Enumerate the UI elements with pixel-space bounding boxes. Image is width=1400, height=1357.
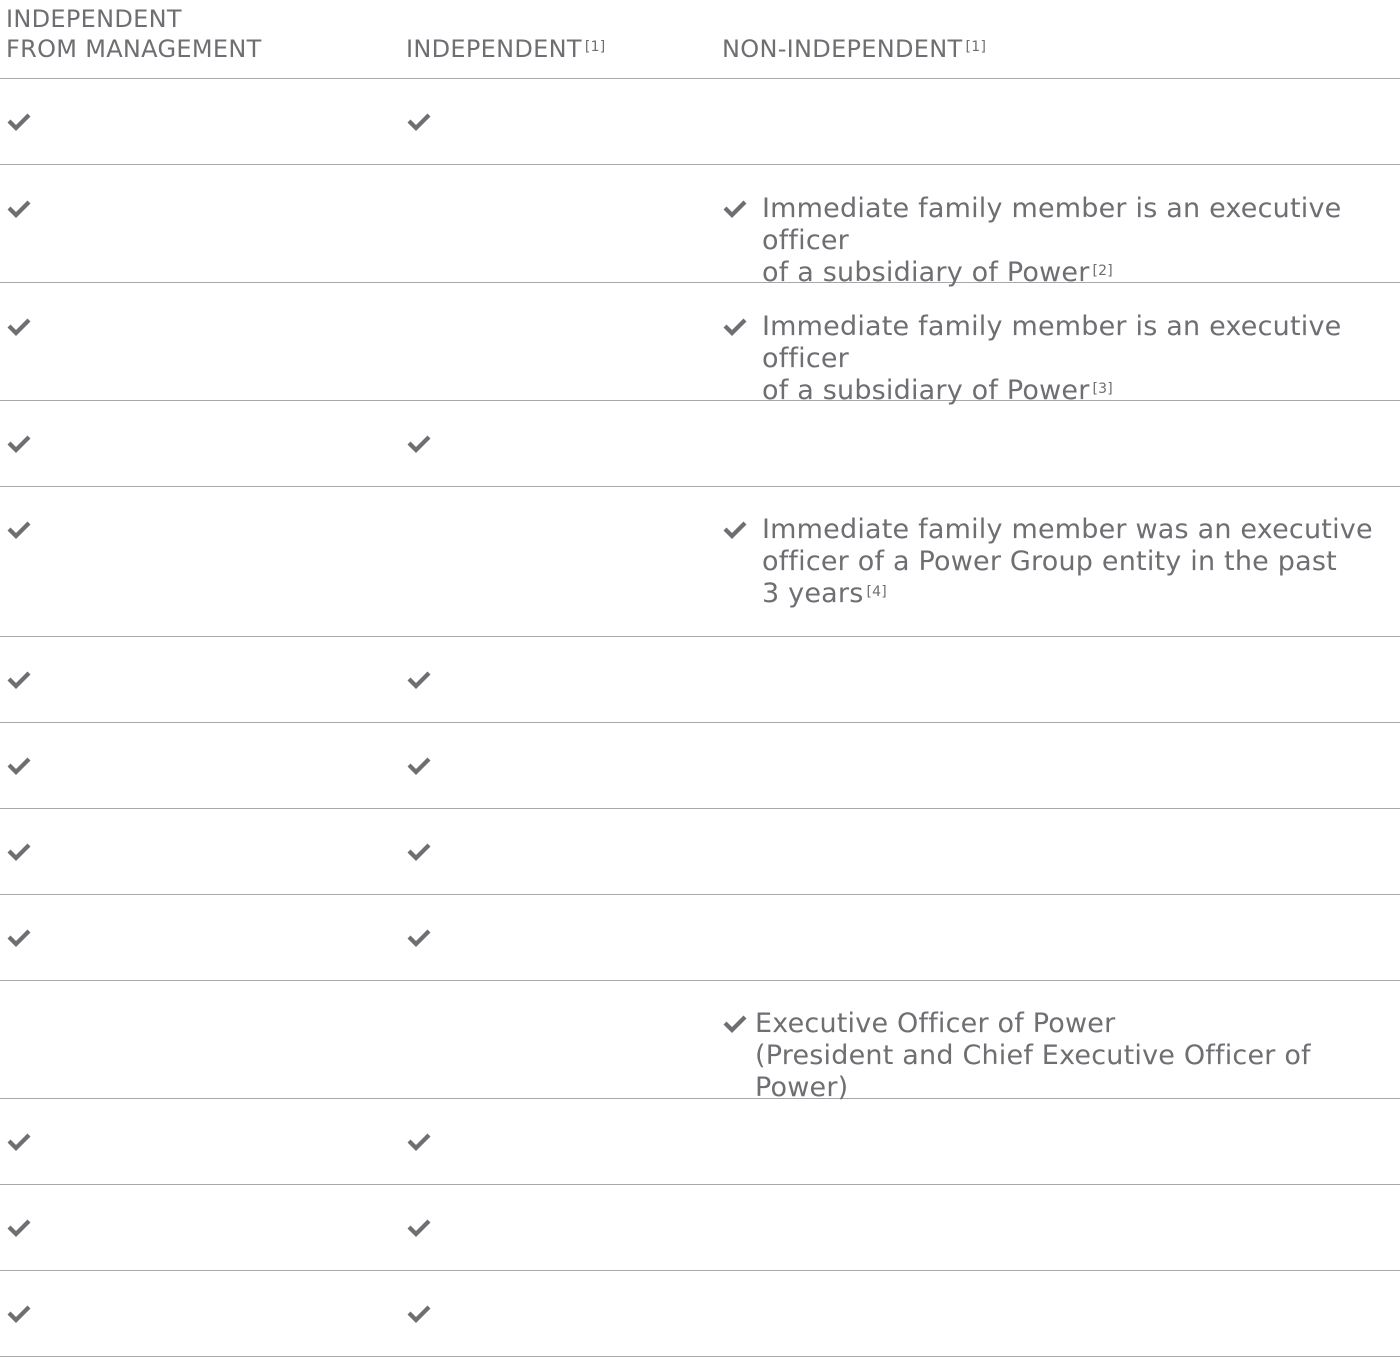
table-header [0, 0, 1400, 79]
check-icon [6, 755, 32, 777]
note-text: 3 years [762, 578, 864, 609]
header-independent [406, 34, 606, 64]
check-icon [406, 841, 432, 863]
non-independent-note [762, 311, 1400, 407]
table-row [0, 1099, 1400, 1185]
note-footnote: [3] [1092, 381, 1113, 397]
table-row [0, 1271, 1400, 1357]
note-line: Immediate family member is an executive officer [762, 311, 1342, 374]
non-independent-note [755, 1008, 1400, 1104]
check-icon [406, 669, 432, 691]
header-col1-line1: INDEPENDENT [6, 5, 182, 33]
header-col3-label: NON-INDEPENDENT [722, 35, 963, 63]
check-icon [6, 1303, 32, 1325]
check-icon [6, 841, 32, 863]
header-non-independent [722, 34, 986, 64]
table-row [0, 809, 1400, 895]
table-row [0, 79, 1400, 165]
table-row [0, 487, 1400, 637]
non-independent-note [762, 193, 1400, 289]
note-line: Immediate family member is an executive officer [762, 193, 1342, 256]
header-col3-footnote: [1] [965, 39, 987, 55]
note-line: (President and Chief Executive Officer of Power) [755, 1040, 1311, 1103]
table-row [0, 895, 1400, 981]
check-icon [406, 111, 432, 133]
check-icon [406, 433, 432, 455]
check-icon [406, 1131, 432, 1153]
check-icon [6, 433, 32, 455]
check-icon [722, 1013, 748, 1035]
note-footnote: [4] [866, 584, 887, 600]
note-line [762, 578, 1373, 610]
check-icon [6, 316, 32, 338]
check-icon [722, 519, 748, 541]
note-line: Executive Officer of Power [755, 1008, 1116, 1039]
check-icon [722, 198, 748, 220]
table-row [0, 637, 1400, 723]
header-independent-from-management [6, 4, 262, 64]
table-row [0, 1185, 1400, 1271]
table-row [0, 165, 1400, 288]
header-col2-footnote: [1] [584, 39, 606, 55]
header-col2-label: INDEPENDENT [406, 35, 582, 63]
check-icon [406, 755, 432, 777]
header-col1-line2: FROM MANAGEMENT [6, 35, 262, 63]
check-icon [6, 669, 32, 691]
note-text: of a subsidiary of Power [762, 257, 1090, 288]
check-icon [722, 316, 748, 338]
note-line: Immediate family member was an executive [762, 514, 1373, 545]
check-icon [6, 198, 32, 220]
table-row [0, 723, 1400, 809]
table-row [0, 981, 1400, 1103]
non-independent-note [762, 514, 1373, 610]
check-icon [406, 1217, 432, 1239]
check-icon [6, 1217, 32, 1239]
check-icon [6, 927, 32, 949]
check-icon [406, 927, 432, 949]
check-icon [6, 1131, 32, 1153]
table-row [0, 283, 1400, 406]
check-icon [406, 1303, 432, 1325]
check-icon [6, 519, 32, 541]
note-line: officer of a Power Group entity in the past [762, 546, 1337, 577]
table-row [0, 401, 1400, 487]
note-text: of a subsidiary of Power [762, 375, 1090, 406]
note-footnote: [2] [1092, 263, 1113, 279]
check-icon [6, 111, 32, 133]
